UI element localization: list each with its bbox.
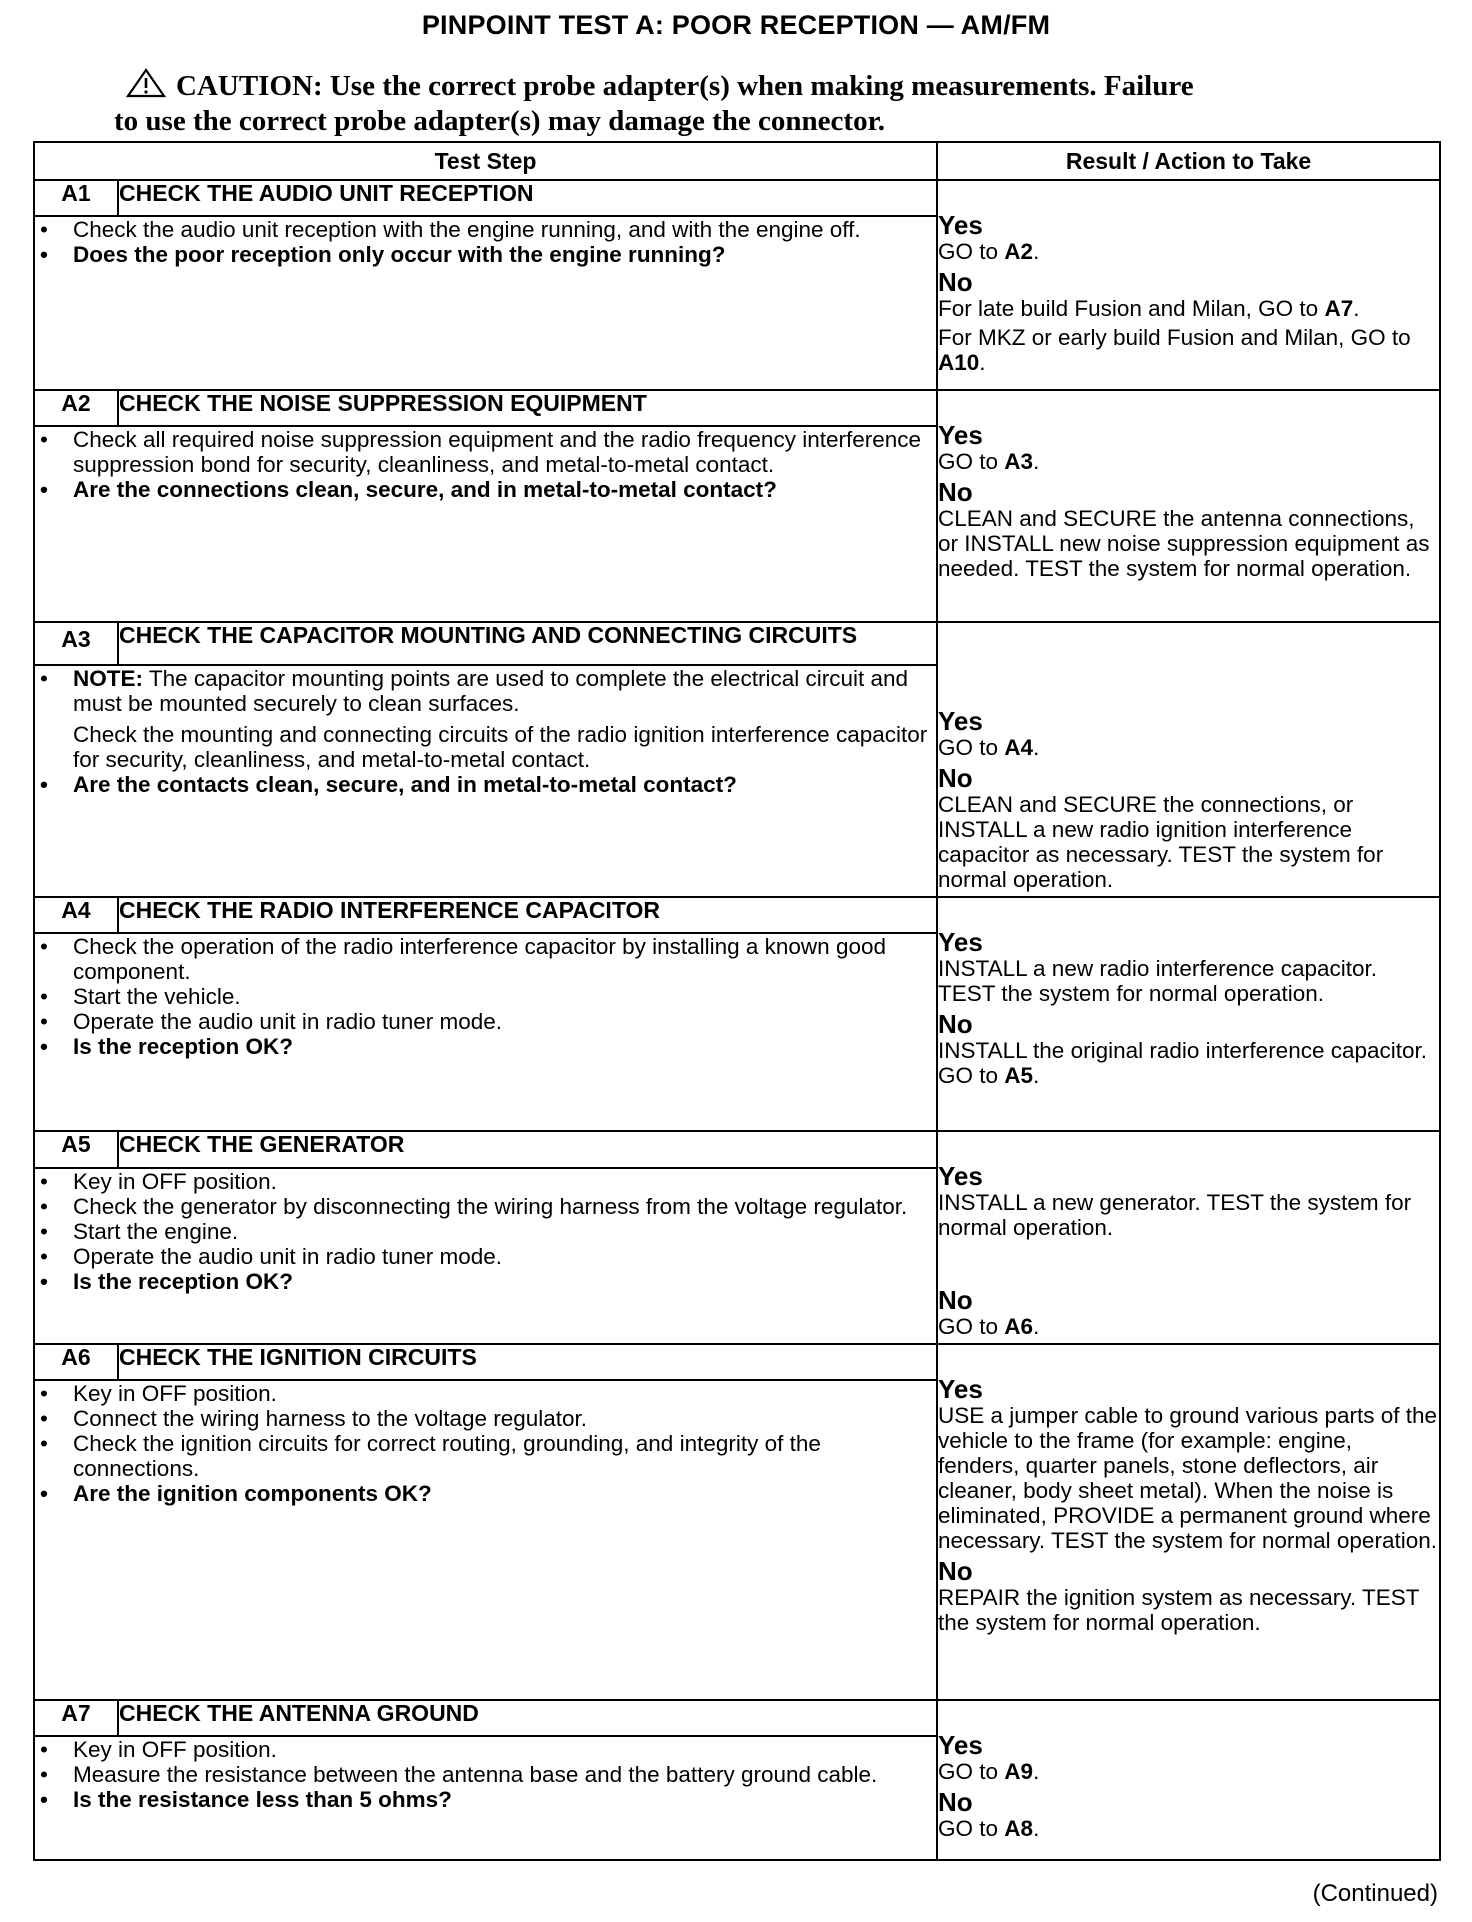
step-result [937, 897, 1440, 1131]
yes-label: Yes [938, 927, 983, 957]
step-body [34, 933, 937, 1131]
yes-action: INSTALL a new radio interference capacitor. TEST the system for normal operation. [938, 956, 1377, 1006]
no-label: No [938, 1009, 973, 1039]
pinpoint-test-table [33, 141, 1441, 1861]
header-test-step: Test Step [34, 142, 937, 180]
step-ref: A4 [1004, 735, 1034, 760]
no-action: GO to A8. [938, 1816, 1040, 1841]
yes-label: Yes [938, 1374, 983, 1404]
step-question: • Are the contacts clean, secure, and in metal-to-metal contact? [40, 772, 737, 798]
step-title-row [34, 1131, 1440, 1168]
list-item: • Connect the wiring harness to the voltage regulator. [40, 1406, 588, 1431]
header-result: Result / Action to Take [937, 142, 1440, 180]
yes-action: GO to A9. [938, 1759, 1040, 1784]
page-title: PINPOINT TEST A: POOR RECEPTION — AM/FM [421, 10, 1051, 40]
list-item: • Check the audio unit reception with the engine running, and with the engine off. [40, 217, 861, 242]
list-item: • Check all required noise suppression equipment and the radio frequency interference suppression bond for security, cleanliness, and metal-to-metal contact. [40, 427, 922, 477]
step-question: • Is the resistance less than 5 ohms? [40, 1787, 452, 1812]
no-label: No [938, 1787, 973, 1817]
list-item: • Key in OFF position. [40, 1168, 277, 1194]
table-header-row [34, 142, 1440, 180]
no-label: No [938, 477, 973, 507]
no-label: No [938, 1285, 973, 1315]
step-title-row [34, 390, 1440, 426]
no-action: CLEAN and SECURE the antenna connections, or INSTALL new noise suppression equipment as needed. TEST the system for normal operation. [938, 506, 1430, 581]
step-title-row [34, 1344, 1440, 1380]
no-label: No [938, 763, 973, 793]
yes-action: GO to A2. [938, 239, 1040, 264]
list-item: • Measure the resistance between the antenna base and the battery ground cable. [40, 1762, 878, 1787]
step-id: A5 [34, 1131, 118, 1168]
step-title: CHECK THE ANTENNA GROUND [118, 1700, 937, 1736]
step-title-row [34, 1700, 1440, 1736]
step-id: A4 [34, 897, 118, 933]
no-action: INSTALL the original radio interference capacitor. GO to A5. [938, 1038, 1428, 1088]
step-title: CHECK THE AUDIO UNIT RECEPTION [118, 180, 937, 216]
list-item: • Key in OFF position. [40, 1737, 277, 1762]
no-label: No [938, 267, 973, 297]
step-id: A2 [34, 390, 118, 426]
step-ref: A7 [1324, 296, 1354, 321]
step-result [937, 1131, 1440, 1344]
yes-action: USE a jumper cable to ground various parts of the vehicle to the frame (for example: engine, fenders, quarter panels, stone deflectors, air cleaner, body sheet metal). When the noise is eliminated, PROVIDE a permanent ground where necessary. TEST the system for normal operation. [938, 1403, 1438, 1553]
caution-line-1: CAUTION: Use the correct probe adapter(s) when making measurements. Failure [176, 70, 1194, 102]
list-item: • NOTE: The capacitor mounting points are used to complete the electrical circuit and must be mounted securely to clean surfaces. [40, 666, 908, 717]
yes-label: Yes [938, 210, 983, 240]
list-item: • Operate the audio unit in radio tuner mode. [40, 1243, 503, 1269]
step-body [34, 426, 937, 622]
step-continuation: Check the mounting and connecting circuits of the radio ignition interference capacitor for security, cleanliness, and metal-to-metal contact. [73, 722, 928, 773]
step-ref: A2 [1004, 239, 1034, 264]
continued-label: (Continued) [1312, 1880, 1438, 1907]
step-body [34, 1736, 937, 1860]
yes-action: INSTALL a new generator. TEST the system for normal operation. [938, 1190, 1412, 1240]
no-action: For late build Fusion and Milan, GO to A7. [938, 296, 1360, 321]
yes-label: Yes [938, 1730, 983, 1760]
yes-action: GO to A3. [938, 449, 1040, 474]
yes-action: GO to A4. [938, 735, 1040, 760]
step-question: • Is the reception OK? [40, 1268, 294, 1294]
step-id: A1 [34, 180, 118, 216]
step-title-row [34, 897, 1440, 933]
no-action: CLEAN and SECURE the connections, or INSTALL a new radio ignition interference capacitor as necessary. TEST the system for normal operation. [938, 792, 1384, 892]
step-body [34, 1168, 937, 1344]
list-item: • Operate the audio unit in radio tuner mode. [40, 1009, 503, 1034]
list-item: • Key in OFF position. [40, 1381, 277, 1406]
list-item: • Check the ignition circuits for correct routing, grounding, and integrity of the connections. [40, 1431, 821, 1481]
step-result [937, 1700, 1440, 1860]
step-title: CHECK THE CAPACITOR MOUNTING AND CONNECTING CIRCUITS [118, 622, 937, 665]
no-action: GO to A6. [938, 1314, 1040, 1339]
caution-notice [116, 68, 1356, 137]
step-body [34, 665, 937, 897]
no-label: No [938, 1556, 973, 1586]
step-ref: A8 [1004, 1816, 1034, 1841]
step-body [34, 216, 937, 390]
step-title-row [34, 622, 1440, 665]
step-question: • Is the reception OK? [40, 1034, 294, 1059]
no-action: REPAIR the ignition system as necessary. TEST the system for normal operation. [938, 1585, 1420, 1635]
list-item: • Check the operation of the radio interference capacitor by installing a known good component. [40, 934, 886, 984]
step-id: A7 [34, 1700, 118, 1736]
yes-label: Yes [938, 420, 983, 450]
caution-line-2: to use the correct probe adapter(s) may damage the connector. [114, 105, 886, 137]
step-body [34, 1380, 937, 1700]
list-item: • Check the generator by disconnecting the wiring harness from the voltage regulator. [40, 1193, 908, 1219]
step-result [937, 180, 1440, 390]
step-question: • Are the connections clean, secure, and in metal-to-metal contact? [40, 477, 777, 502]
step-title: CHECK THE NOISE SUPPRESSION EQUIPMENT [118, 390, 937, 426]
step-ref: A10 [938, 350, 980, 375]
yes-label: Yes [938, 1161, 983, 1191]
list-item: • Start the vehicle. [40, 984, 241, 1009]
step-title: CHECK THE RADIO INTERFERENCE CAPACITOR [118, 897, 937, 933]
no-action-alt: For MKZ or early build Fusion and Milan, GO to A10. [938, 325, 1411, 375]
step-id: A6 [34, 1344, 118, 1380]
list-item: • Start the engine. [40, 1218, 239, 1244]
step-question: • Are the ignition components OK? [40, 1481, 432, 1506]
step-title: CHECK THE GENERATOR [118, 1131, 937, 1168]
step-ref: A5 [1004, 1063, 1034, 1088]
note-label: NOTE: [73, 666, 143, 692]
step-question: • Does the poor reception only occur with the engine running? [40, 242, 726, 267]
step-result [937, 622, 1440, 897]
warning-triangle-icon [126, 68, 166, 105]
step-result [937, 390, 1440, 622]
step-ref: A3 [1004, 449, 1034, 474]
step-result [937, 1344, 1440, 1700]
step-title: CHECK THE IGNITION CIRCUITS [118, 1344, 937, 1380]
step-title-row [34, 180, 1440, 216]
step-id: A3 [34, 622, 118, 665]
yes-label: Yes [938, 706, 983, 736]
step-ref: A9 [1004, 1759, 1034, 1784]
step-ref: A6 [1004, 1314, 1034, 1339]
